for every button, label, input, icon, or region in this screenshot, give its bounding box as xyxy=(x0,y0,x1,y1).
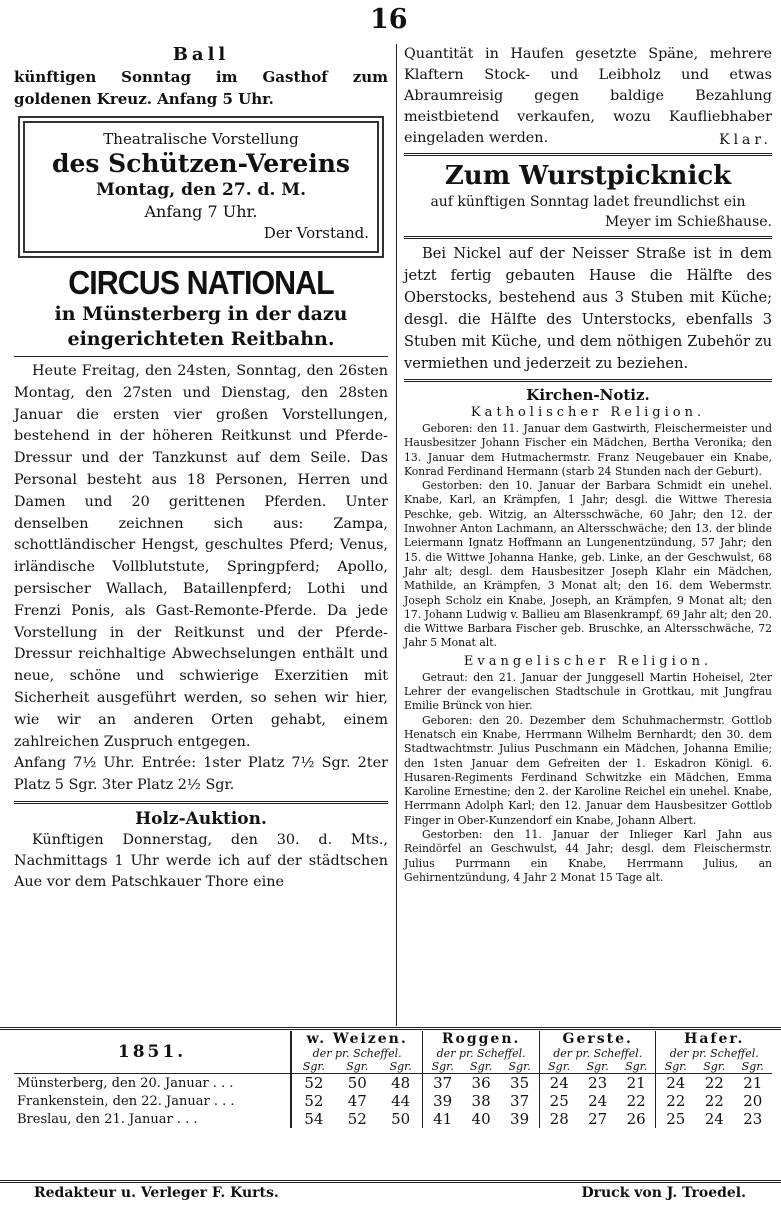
nickel-notice: Bei Nickel auf der Neisser Straße ist in dem jetzt fertig gebauten Hause die Hälfte des Oberstocks, bestehend aus 3 Stuben mit Küche; desgl. die Hälfte des Unterstocks, ebenfalls 3 Stuben mit Küche, und dem nöthigen Zubehör zu vermiethen und jederzeit zu beziehen. xyxy=(404,245,772,372)
col-weizen: w. Weizen. xyxy=(291,1031,423,1047)
subcol-label: Sgr. xyxy=(389,1060,412,1073)
kath-geboren: Geboren: den 11. Januar dem Gastwirth, Fleischermeister und Hausbesitzer Johann Fischer ein Mädchen, Bertha Veronika; den 13. Januar dem Hutmachermstr. Franz Neugebauer ein Knabe, Konrad Ferdinand Hermann (starb 24 Stunden nach der Geburt). xyxy=(404,422,772,478)
footer-rule xyxy=(0,1180,781,1183)
price-cell: 25 xyxy=(656,1110,695,1128)
unit-label: der pr. Scheffel. xyxy=(423,1047,540,1060)
unit-label: der pr. Scheffel. xyxy=(291,1047,423,1060)
right-column xyxy=(404,44,772,885)
table-top-rule xyxy=(0,1027,781,1030)
table-row xyxy=(14,1092,772,1110)
ball-title: Ball xyxy=(172,44,230,65)
price-cell: 40 xyxy=(471,1110,491,1128)
price-cell: 28 xyxy=(539,1110,578,1128)
circus-prices: Anfang 7½ Uhr. Entrée: 1ster Platz 7½ Sgr. 2ter Platz 5 Sgr. 3ter Platz 2½ Sgr. xyxy=(14,755,388,794)
grain-price-table xyxy=(14,1031,772,1128)
evang-gestorben: Gestorben: den 11. Januar der Inlieger Karl Jahn aus Reindörfel an Geschwulst, 44 Jahr; desgl. dem Fleischermstr. Julius Purrmann ein Knabe, Herrmann Julius, an Gehirnentzündung, 4 Jahr 2 Monat 15 Tage alt. xyxy=(404,828,772,884)
theater-line3: Montag, den 27. d. M. xyxy=(95,180,307,200)
evang-getraut: Getraut: den 21. Januar der Junggesell Martin Hoheisel, 2ter Lehrer der evangelischen Stadtschule in Grottkau, mit Jungfrau Emilie Brünck von hier. xyxy=(404,670,772,713)
unit-label: der pr. Scheffel. xyxy=(539,1047,656,1060)
price-cell: 24 xyxy=(539,1074,578,1093)
price-cell: 27 xyxy=(588,1110,608,1128)
theater-line4: Anfang 7 Uhr. xyxy=(144,202,258,221)
price-rows xyxy=(14,1074,772,1129)
wurst-title: Zum Wurstpicknick xyxy=(444,161,732,191)
divider xyxy=(14,356,388,357)
price-cell: 54 xyxy=(291,1110,336,1128)
subcol-label: Sgr. xyxy=(741,1060,764,1073)
circus-title: CIRCUS NATIONAL xyxy=(68,264,334,301)
price-cell: 37 xyxy=(423,1074,462,1093)
col-gerste: Gerste. xyxy=(539,1031,656,1047)
subcol-label: Sgr. xyxy=(470,1060,493,1073)
price-cell: 39 xyxy=(510,1110,530,1128)
subcol-label: Sgr. xyxy=(656,1060,695,1074)
holz-signature: Klar. xyxy=(719,132,772,148)
price-cell: 50 xyxy=(391,1110,411,1128)
printer-credit: Druck von J. Troedel. xyxy=(581,1185,746,1201)
divider xyxy=(14,801,388,804)
divider xyxy=(404,153,772,156)
subcol-label: Sgr. xyxy=(586,1060,609,1073)
price-cell: 47 xyxy=(347,1092,367,1110)
price-cell: 22 xyxy=(704,1074,724,1092)
theater-line5: Der Vorstand. xyxy=(263,224,369,242)
divider xyxy=(404,236,772,239)
price-cell: 52 xyxy=(291,1074,336,1093)
price-cell: 21 xyxy=(743,1074,763,1092)
ball-text: künftigen Sonntag im Gasthof zum goldenen Kreuz. Anfang 5 Uhr. xyxy=(14,68,388,108)
subcol-label: Sgr. xyxy=(539,1060,578,1074)
price-cell: 21 xyxy=(626,1074,646,1092)
left-column xyxy=(14,44,388,893)
kirchen-title: Kirchen-Notiz. xyxy=(526,386,650,404)
evang-heading: Evangelischer Religion. xyxy=(463,653,713,669)
price-cell: 36 xyxy=(471,1074,491,1092)
table-row xyxy=(14,1110,772,1128)
price-cell: 22 xyxy=(656,1092,695,1110)
divider xyxy=(404,379,772,382)
price-cell: 23 xyxy=(588,1074,608,1092)
price-cell: 25 xyxy=(539,1092,578,1110)
col-roggen: Roggen. xyxy=(423,1031,540,1047)
price-cell: 50 xyxy=(347,1074,367,1092)
price-cell: 52 xyxy=(291,1092,336,1110)
unit-label: der pr. Scheffel. xyxy=(656,1047,772,1060)
holz-title: Holz-Auktion. xyxy=(135,808,267,829)
column-divider xyxy=(396,44,397,1026)
price-cell: 37 xyxy=(510,1092,530,1110)
subcol-label: Sgr. xyxy=(508,1060,531,1073)
col-hafer: Hafer. xyxy=(656,1031,772,1047)
wurst-text: auf künftigen Sonntag ladet freundlichst ein xyxy=(430,194,746,210)
circus-subtitle: in Münsterberg in der dazu eingerichteten Reitbahn. xyxy=(54,303,348,350)
holz-continued: Quantität in Haufen gesetzte Späne, mehrere Klaftern Stock- und Leibholz und etwas Abraumreisig gegen baldige Bezahlung meistbietend verkaufen, wozu Kaufliebhaber eingeladen werden. xyxy=(404,46,772,146)
page-number: 16 xyxy=(370,4,408,35)
price-cell: 52 xyxy=(347,1110,367,1128)
theater-line1: Theatralische Vorstellung xyxy=(103,130,299,148)
subcol-label: Sgr. xyxy=(291,1060,336,1074)
price-cell: 48 xyxy=(391,1074,411,1092)
theater-box xyxy=(18,116,384,258)
row-place: Münsterberg, den 20. Januar . . . xyxy=(17,1075,234,1091)
price-cell: 23 xyxy=(743,1110,763,1128)
row-place: Frankenstein, den 22. Januar . . . xyxy=(17,1093,235,1109)
price-cell: 35 xyxy=(510,1074,530,1092)
wurst-signature: Meyer im Schießhause. xyxy=(604,214,772,230)
price-cell: 22 xyxy=(704,1092,724,1110)
price-cell: 39 xyxy=(423,1092,462,1110)
row-place: Breslau, den 21. Januar . . . xyxy=(17,1111,198,1127)
subcol-label: Sgr. xyxy=(625,1060,648,1073)
table-row xyxy=(14,1074,772,1093)
price-cell: 22 xyxy=(626,1092,646,1110)
price-cell: 38 xyxy=(471,1092,491,1110)
holz-text: Künftigen Donnerstag, den 30. d. Mts., Nachmittags 1 Uhr werde ich auf der städtschen Aue vor dem Patschkauer Thore eine xyxy=(14,831,388,890)
price-cell: 20 xyxy=(743,1092,763,1110)
price-cell: 41 xyxy=(423,1110,462,1128)
price-cell: 24 xyxy=(588,1092,608,1110)
kath-gestorben: Gestorben: den 10. Januar der Barbara Schmidt ein unehel. Knabe, Karl, an Krämpfen, 1 Jahr; desgl. die Wittwe Theresia Peschke, geb. Witzig, an Altersschwäche, 60 Jahr; den 12. der Inwohner Anton Lachmann, an Altersschwäche; den 13. der blinde Leiermann Ignatz Hoffmann an Lungenentzündung, 57 Jahr; den 15. die Wittwe Johanna Hanke, geb. Linke, an der Geschwulst, 68 Jahr alt; desgl. dem Hausbesitzer Joseph Klahr ein Mädchen, Mathilde, an Krämpfen, 3 Monat alt; den 16. dem Webermstr. Joseph Scholz ein Knabe, Joseph, an Krämpfen, 9 Monat alt; den 17. Johann Ludwig v. Ballieu am Blasenkrampf, 69 Jahr alt; den 20. die Wittwe Barbara Fischer geb. Bruschke, an Altersschwäche, 72 Jahr 5 Monat alt. xyxy=(404,479,772,650)
theater-line2: des Schützen-Vereins xyxy=(51,149,350,178)
subcol-label: Sgr. xyxy=(423,1060,462,1074)
price-cell: 44 xyxy=(391,1092,411,1110)
price-cell: 24 xyxy=(704,1110,724,1128)
subcol-label: Sgr. xyxy=(703,1060,726,1073)
circus-body: Heute Freitag, den 24sten, Sonntag, den 26sten Montag, den 27sten und Dienstag, den 28sten Januar die ersten vier großen Vorstellungen, bestehend in der höheren Reitkunst und Pferde-Dressur und der Tanzkunst auf dem Seile. Das Personal besteht aus 18 Personen, Herren und Damen und 20 gerittenen Pferden. Unter denselben zeichnen sich aus: Zampa, schottländischer Hengst, geschultes Pferd; Venus, irländische Vollblutstute, Springpferd; Apollo, persischer Wallach, Bataillenpferd; Lothi und Frenzi Ponis, als Gast-Remonte-Pferde. Da jede Vorstellung in der Reitkunst und der Pferde-Dressur reichhaltige Abwechselungen enthält und neue, schöne und schwierige Exerzitien mit Sicherheit ausgeführt werden, so sehen wir hier, wie wir an anderen Orten gehabt, einem zahlreichen Zuspruch entgegen. xyxy=(14,363,388,750)
kath-heading: Katholischer Religion. xyxy=(470,405,706,420)
subcol-label: Sgr. xyxy=(346,1060,369,1073)
price-cell: 26 xyxy=(626,1110,646,1128)
price-cell: 24 xyxy=(656,1074,695,1093)
editor-credit: Redakteur u. Verleger F. Kurts. xyxy=(34,1185,279,1201)
evang-geboren: Geboren: den 20. Dezember dem Schuhmachermstr. Gottlob Henatsch ein Knabe, Herrmann Wilhelm Bernhardt; den 30. dem Stadtwachtmstr. Julius Puschmann ein Mädchen, Johanna Emilie; den 1sten Januar dem Gefreiten der 1. Eskadron Königl. 6. Husaren-Regiments Ferdinand Schwitzke ein Mädchen, Emma Karoline Ernestine; den 2. der Karoline Reichel ein unehel. Knabe, Herrmann Adolph Karl; den 12. Januar dem Hausbesitzer Gottlob Finger in Ober-Kunzendorf ein Knabe, Johann Albert. xyxy=(404,713,772,827)
table-year: 1851. xyxy=(117,1042,187,1062)
